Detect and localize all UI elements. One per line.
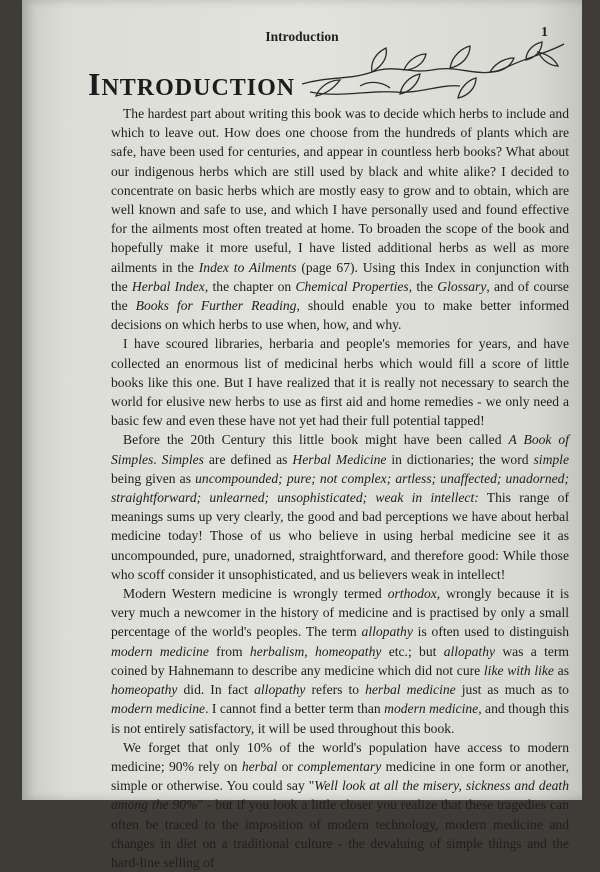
- text-run: , the chapter on: [204, 278, 296, 294]
- page-number: 1: [541, 25, 548, 40]
- italic-run: modern medicine: [384, 701, 479, 717]
- text-run: or: [277, 758, 298, 774]
- italic-run: complementary: [297, 758, 382, 774]
- paragraph-4: [111, 584, 569, 738]
- italic-run: Glossary: [437, 278, 487, 294]
- italic-run: Books for Further Reading: [135, 298, 297, 314]
- text-run: refers to: [305, 682, 366, 698]
- body-text: [111, 104, 569, 872]
- paragraph-1: [111, 104, 569, 334]
- italic-run: simple: [533, 451, 569, 467]
- italic-run: herbal medicine: [365, 682, 456, 698]
- running-head: Introduction: [265, 29, 339, 44]
- italic-run: herbalism, homeopathy: [249, 643, 382, 659]
- text-run: , wrongly because it is very much a newcomer in the history of medicine and is practised by only a small percentage of the world's peoples. The term: [111, 586, 569, 640]
- italic-run: uncompounded; pure; not complex; artless; unaffected; unadorned; straightforward; unlearned; unsophisticated; weak in intellect:: [111, 470, 569, 506]
- text-run: Modern Western medicine is wrongly termed: [123, 586, 388, 602]
- text-run: was a term coined by Hahnemann to describe any medicine which did not cure: [111, 643, 569, 678]
- paragraph-2: [111, 334, 569, 430]
- text-run: are defined as: [203, 451, 293, 467]
- italic-run: A Book of Simples: [111, 432, 569, 467]
- italic-run: Well look at all the misery, sickness and death among the 90%: [111, 778, 570, 813]
- text-run: (page 67). Using this Index in conjunction with the: [111, 259, 570, 294]
- text-run: medicine in one form or another, simple or otherwise. You could say ": [111, 758, 570, 794]
- text-run: , and of course the: [111, 278, 569, 314]
- text-run: , the: [408, 278, 438, 294]
- text-run: " - but if you look a little closer you realize that these tragedies can often be traced to the imposition of modern technology, modern medicine and changes in diet on a traditional culture - the devaluing of simple things and the hard-line selling of: [111, 797, 569, 870]
- paragraph-3: [111, 430, 569, 584]
- text-run: This range of meanings sums up very clearly, the good and bad perceptions we have about herbal medicine today! Those of us who believe in using herbal medicine see it as uncompounded, pure, unadorned, straightforward, and therefore good: While those who scoff consider it unsophisticated, and us believers weak in intellect!: [111, 490, 569, 582]
- text-run: .: [153, 451, 162, 467]
- italic-run: allopathy: [361, 624, 413, 640]
- italic-run: allopathy: [443, 643, 496, 659]
- italic-run: homeopathy: [111, 682, 178, 698]
- text-run: did. In fact: [177, 682, 255, 698]
- italic-run: modern medicine: [111, 701, 206, 717]
- italic-run: Herbal Index: [131, 278, 205, 294]
- book-page: [22, 0, 582, 870]
- text-run: being given as: [111, 470, 196, 486]
- text-run: We forget that only 10% of the world's population have access to modern medicine; 90% rely on: [111, 739, 569, 774]
- text-run: as: [553, 662, 569, 678]
- italic-run: Herbal Medicine: [292, 451, 387, 467]
- text-run: Before the 20th Century this little book might have been called: [123, 432, 509, 448]
- text-run: just as much as to: [455, 682, 569, 698]
- text-run: etc.; but: [381, 643, 444, 659]
- italic-run: modern medicine: [111, 643, 209, 659]
- chapter-title: [88, 66, 295, 103]
- text-run: in dictionaries; the word: [386, 451, 534, 467]
- italic-run: herbal: [241, 758, 278, 774]
- title-initial: I: [88, 66, 102, 102]
- title-rest: NTRODUCTION: [101, 75, 296, 101]
- italic-run: allopathy: [254, 682, 306, 698]
- text-run: The hardest part about writing this book was to decide which herbs to include and which to leave out. How does one choose from the hundreds of plants which are safe, have been used for centuries, and appear in countless herb books? What about our indigenous herbs which are still used by black and white alike? I decided to concentrate on basic herbs which are mostly easy to grow and to obtain, which are well known and safe to use, and which I have personally used and found effective for the ailments most often treated at home. To broaden the scope of the book and hopefully make it more useful, I have listed additional herbs as well as more ailments in the: [111, 106, 569, 275]
- text-run: . I cannot find a better term than: [205, 701, 385, 717]
- paragraph-5: [111, 738, 569, 872]
- italic-run: Chemical Properties: [295, 278, 409, 294]
- italic-run: orthodox: [387, 586, 437, 602]
- italic-run: Index to Ailments: [198, 259, 297, 275]
- italic-run: Simples: [161, 451, 204, 467]
- text-run: , and though this is not entirely satisfactory, it will be used throughout this book.: [111, 701, 570, 736]
- italic-run: like with like: [483, 662, 554, 678]
- text-run: from: [208, 643, 250, 659]
- text-run: is often used to distinguish: [412, 624, 569, 640]
- vine-ornament-icon: [300, 40, 568, 110]
- text-run: , should enable you to make better informed decisions on which herbs to use when, how, and why.: [111, 298, 570, 333]
- text-run: I have scoured libraries, herbaria and people's memories for years, and have collected an enormous list of medicinal herbs which would fill a score of little books like this one. But I have realized that it is really not necessary to search the world for elusive new herbs to use as first aid and home remedies - we only need a basic few and even these have not yet had their full potential tapped!: [111, 336, 569, 429]
